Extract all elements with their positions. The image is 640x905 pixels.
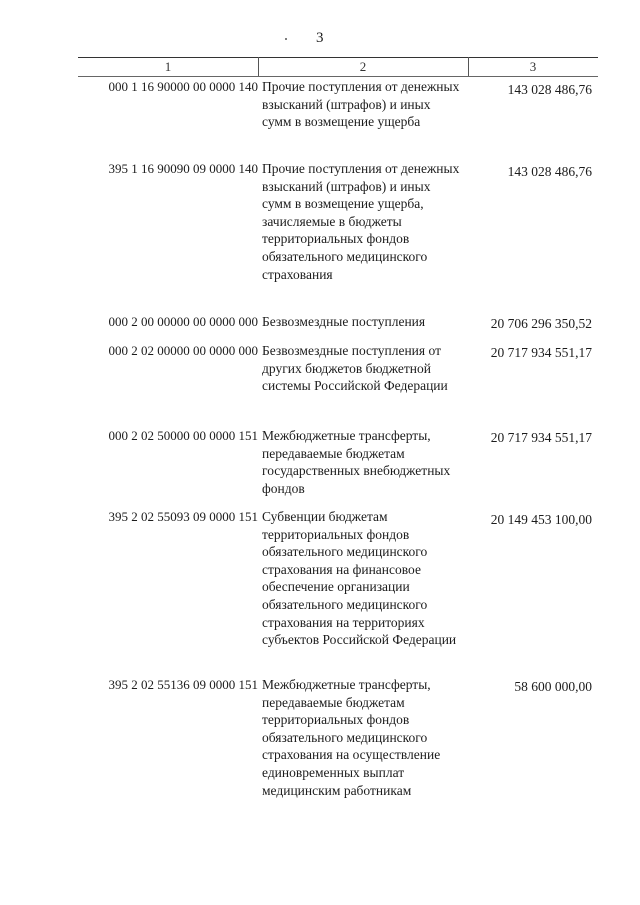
amount: 20 717 934 551,17	[490, 430, 592, 445]
revenue-name: Безвозмездные поступления	[262, 314, 426, 329]
amount: 58 600 000,00	[514, 679, 592, 694]
column-header-code: 1	[164, 59, 172, 74]
revenue-name: Межбюджетные трансферты, передаваемые бюджетам государственных внебюджетных фондов	[262, 428, 451, 496]
column-header-name: 2	[359, 59, 367, 74]
scan-dot	[285, 38, 287, 40]
header-rule-top	[78, 57, 598, 58]
amount: 143 028 486,76	[507, 164, 592, 179]
budget-code: 000 2 02 50000 00 0000 151	[108, 428, 258, 443]
column-header-amount: 3	[529, 59, 537, 74]
page-number: 3	[316, 30, 324, 46]
revenue-name: Безвозмездные поступления от других бюджетов бюджетной системы Российской Федерации	[262, 343, 448, 394]
revenue-name: Субвенции бюджетам территориальных фондов обязательного медицинского страхования на финансовое обеспечение организации обязательного медицинского страхования на территориях субъектов Российской Федерации	[262, 509, 457, 648]
amount: 20 717 934 551,17	[490, 345, 592, 360]
budget-code: 395 2 02 55136 09 0000 151	[108, 677, 258, 692]
revenue-name: Прочие поступления от денежных взысканий (штрафов) и иных сумм в возмещение ущерба	[262, 79, 460, 130]
budget-code: 000 2 02 00000 00 0000 000	[108, 343, 258, 358]
budget-code: 395 2 02 55093 09 0000 151	[108, 509, 258, 524]
budget-code: 000 2 00 00000 00 0000 000	[108, 314, 258, 329]
revenue-name: Межбюджетные трансферты, передаваемые бюджетам территориальных фондов обязательного медицинского страхования на осуществление единовременных выплат медицинским работникам	[262, 677, 441, 798]
budget-code: 000 1 16 90000 00 0000 140	[108, 79, 258, 94]
header-rule-bottom	[78, 76, 598, 77]
amount: 20 149 453 100,00	[490, 512, 592, 527]
amount: 20 706 296 350,52	[490, 316, 592, 331]
amount: 143 028 486,76	[507, 82, 592, 97]
budget-code: 395 1 16 90090 09 0000 140	[108, 161, 258, 176]
revenue-name: Прочие поступления от денежных взысканий (штрафов) и иных сумм в возмещение ущерба, зачисляемые в бюджеты территориальных фондов обязательного медицинского страхования	[262, 161, 460, 282]
